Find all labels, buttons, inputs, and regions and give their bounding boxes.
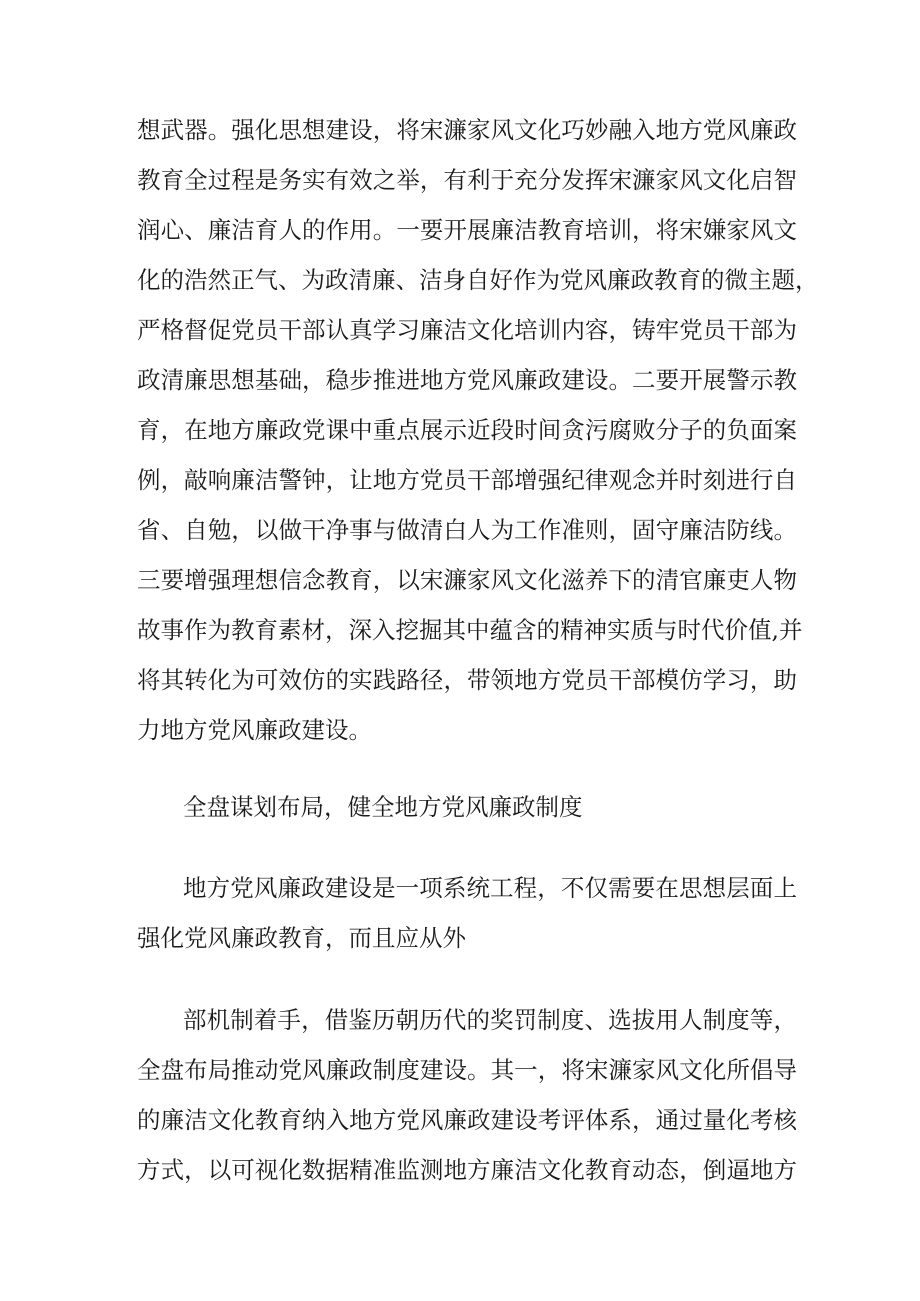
paragraph-line: 故事作为教育素材，深入挖掘其中蕴含的精神实质与时代价值,并 bbox=[137, 616, 803, 644]
paragraph-line: 部机制着手，借鉴历朝历代的奖罚制度、选拔用人制度等， bbox=[183, 1006, 797, 1034]
paragraph-line: 方式，以可视化数据精准监测地方廉洁文化教育动态，倒逼地方 bbox=[137, 1156, 797, 1184]
paragraph-line: 化的浩然正气、为政清廉、洁身自好作为党风廉政教育的微主题， bbox=[137, 266, 819, 294]
paragraph-line: 想武器。强化思想建设，将宋濂家风文化巧妙融入地方党风廉政 bbox=[137, 116, 797, 144]
paragraph-line: 严格督促党员干部认真学习廉洁文化培训内容，铸牢党员干部为 bbox=[137, 316, 797, 344]
paragraph-line: 强化党风廉政教育，而且应从外 bbox=[137, 924, 466, 952]
paragraph-line: 政清廉思想基础，稳步推进地方党风廉政建设。二要开展警示教 bbox=[137, 366, 797, 394]
paragraph-line: 育，在地方廉政党课中重点展示近段时间贪污腐败分子的负面案 bbox=[137, 416, 797, 444]
paragraph-line: 力地方党风廉政建设。 bbox=[137, 716, 372, 744]
paragraph-line: 例，敲响廉洁警钟，让地方党员干部增强纪律观念并时刻进行自 bbox=[137, 466, 797, 494]
section-heading: 全盘谋划布局，健全地方党风廉政制度 bbox=[183, 793, 583, 821]
paragraph-line: 润心、廉洁育人的作用。一要开展廉洁教育培训，将宋嫌家风文 bbox=[137, 216, 797, 244]
paragraph-line: 三要增强理想信念教育，以宋濂家风文化滋养下的清官廉吏人物 bbox=[137, 566, 797, 594]
paragraph-line: 的廉洁文化教育纳入地方党风廉政建设考评体系，通过量化考核 bbox=[137, 1106, 797, 1134]
paragraph-line: 教育全过程是务实有效之举，有利于充分发挥宋濂家风文化启智 bbox=[137, 166, 797, 194]
paragraph-line: 地方党风廉政建设是一项系统工程，不仅需要在思想层面上 bbox=[183, 874, 797, 902]
paragraph-line: 省、自勉，以做干净事与做清白人为工作准则，固守廉洁防线。 bbox=[137, 516, 797, 544]
paragraph-line: 全盘布局推动党风廉政制度建设。其一，将宋濂家风文化所倡导 bbox=[137, 1056, 797, 1084]
paragraph-line: 将其转化为可效仿的实践路径，带领地方党员干部模仿学习，助 bbox=[137, 666, 797, 694]
